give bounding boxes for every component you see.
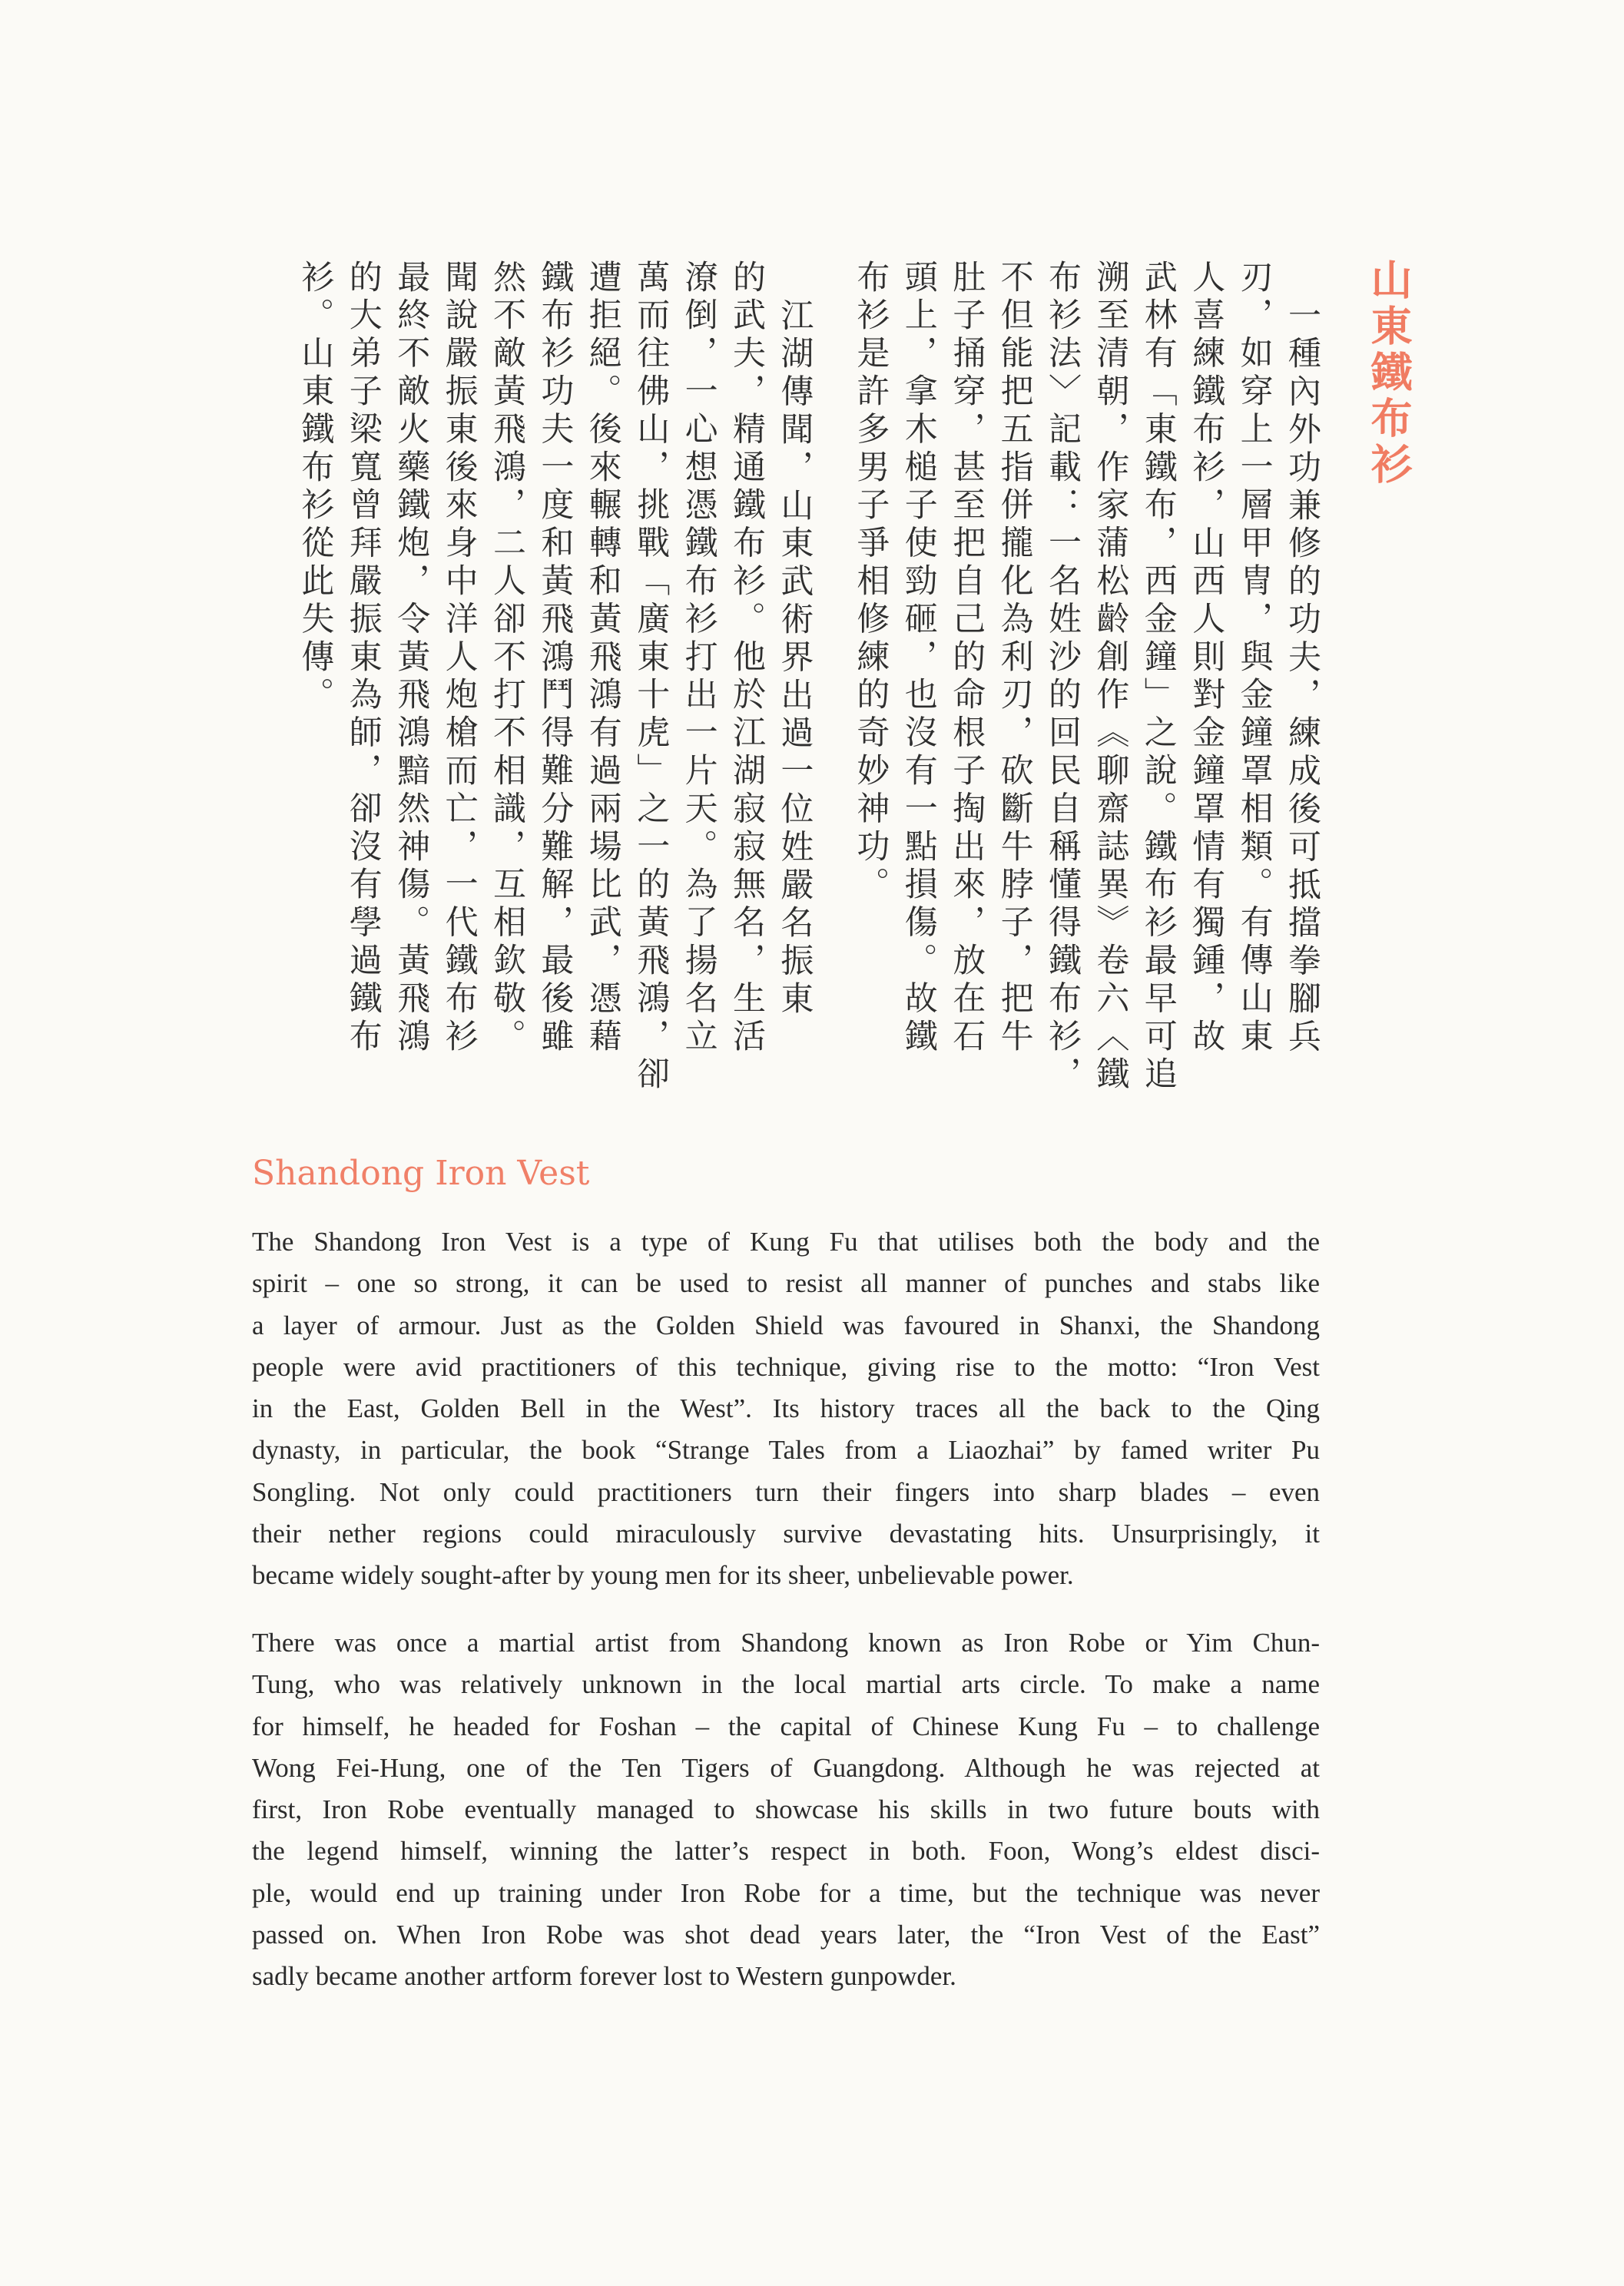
- english-paragraph-2: [252, 1622, 1320, 1998]
- chinese-column: 然不敵黃飛鴻，二人卻不打不相識，互相欽敬。: [488, 260, 526, 1057]
- chinese-column: 江湖傳聞，山東武術界出過一位姓嚴名振東: [775, 298, 814, 1019]
- chinese-column: 最終不敵火藥鐵炮，令黃飛鴻黯然神傷。黃飛鴻: [392, 260, 431, 1057]
- chinese-column: 鐵布衫功夫一度和黃飛鴻鬥得難分難解，最後雖: [535, 260, 575, 1057]
- text-line: Wong Fei-Hung, one of the Ten Tigers of Guangdong. Although he was rejected at: [252, 1752, 1320, 1783]
- chinese-column: 的武夫，精通鐵布衫。他於江湖寂寂無名，生活: [727, 260, 766, 1057]
- text-line: people were avid practitioners of this technique, giving rise to the motto: “Iron Vest: [252, 1351, 1320, 1382]
- chinese-column: 潦倒，一心想憑鐵布衫打出一片天。為了揚名立: [679, 260, 718, 1057]
- text-line: sadly became another artform forever lost to Western gunpowder.: [252, 1961, 956, 1992]
- text-line: in the East, Golden Bell in the West”. Its history traces all the back to the Qing: [252, 1393, 1320, 1424]
- chinese-column: 溯至清朝，作家蒲松齡創作《聊齋誌異》卷六〈鐵: [1091, 260, 1130, 1095]
- text-line: The Shandong Iron Vest is a type of Kung Fu that utilises both the body and the: [252, 1227, 1320, 1257]
- text-line: became widely sought-after by young men for its sheer, unbelievable power.: [252, 1560, 1074, 1591]
- chinese-column: 肚子捅穿，甚至把自己的命根子掏出來，放在石: [947, 260, 986, 1057]
- chinese-column: 遭拒絕。後來輾轉和黃飛鴻有過兩場比武，憑藉: [583, 260, 622, 1057]
- chinese-column: 布衫是許多男子爭相修練的奇妙神功。: [851, 260, 890, 905]
- text-line: passed on. When Iron Robe was shot dead years later, the “Iron Vest of the East”: [252, 1920, 1320, 1950]
- text-line: There was once a martial artist from Shandong known as Iron Robe or Yim Chun-: [252, 1628, 1320, 1658]
- text-line: first, Iron Robe eventually managed to showcase his skills in two future bouts with: [252, 1794, 1320, 1825]
- chinese-column: 的大弟子梁寬曾拜嚴振東為師，卻沒有學過鐵布: [343, 260, 383, 1057]
- chinese-column: 萬而往佛山，挑戰「廣東十虎」之一的黃飛鴻，卻: [631, 260, 671, 1095]
- chinese-column: 布衫法〉記載：一名姓沙的回民自稱懂得鐵布衫，: [1043, 260, 1082, 1095]
- chinese-column: 不但能把五指併攏化為利刃，砍斷牛脖子，把牛: [995, 260, 1034, 1057]
- text-line: the legend himself, winning the latter’s respect in both. Foon, Wong’s eldest disci-: [252, 1836, 1320, 1867]
- english-heading: Shandong Iron Vest: [252, 1154, 590, 1193]
- text-line: ple, would end up training under Iron Robe for a time, but the technique was never: [252, 1877, 1320, 1908]
- chinese-column: 武林有「東鐵布，西金鐘」之說。鐵布衫最早可追: [1138, 260, 1178, 1095]
- chinese-column: 聞說嚴振東後來身中洋人炮槍而亡，一代鐵布衫: [439, 260, 479, 1057]
- text-line: spirit – one so strong, it can be used to resist all manner of punches and stabs like: [252, 1268, 1320, 1299]
- text-line: a layer of armour. Just as the Golden Shield was favoured in Shanxi, the Shandong: [252, 1310, 1320, 1340]
- text-line: Tung, who was relatively unknown in the local martial arts circle. To make a name: [252, 1669, 1320, 1700]
- chinese-column: 一種內外功兼修的功夫，練成後可抵擋拳腳兵: [1283, 298, 1321, 1057]
- chinese-column: 刃，如穿上一層甲冑，與金鐘罩相類。有傳山東: [1235, 260, 1274, 1057]
- chinese-column: 人喜練鐵布衫，山西人則對金鐘罩情有獨鍾，故: [1187, 260, 1226, 1057]
- chinese-title: 山東鐵布衫: [1364, 258, 1414, 489]
- text-line: Songling. Not only could practitioners turn their fingers into sharp blades – even: [252, 1476, 1320, 1507]
- english-paragraph-1: [252, 1221, 1320, 1597]
- chinese-column: 頭上，拿木槌子使勁砸，也沒有一點損傷。故鐵: [899, 260, 938, 1057]
- text-line: dynasty, in particular, the book “Strange Tales from a Liaozhai” by famed writer Pu: [252, 1435, 1320, 1466]
- text-line: for himself, he headed for Foshan – the capital of Chinese Kung Fu – to challenge: [252, 1711, 1320, 1741]
- chinese-column: 衫。山東鐵布衫從此失傳。: [296, 260, 335, 715]
- text-line: their nether regions could miraculously survive devastating hits. Unsurprisingly, it: [252, 1519, 1320, 1549]
